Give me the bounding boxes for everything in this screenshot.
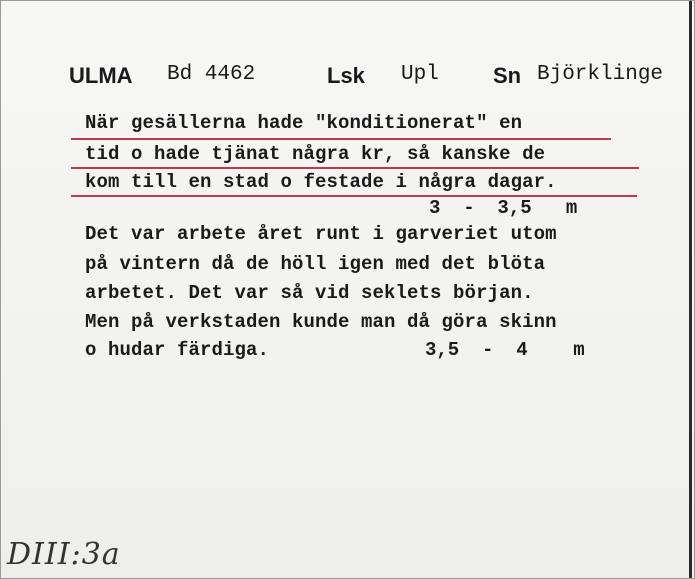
record-number: Bd 4462 [167,63,256,86]
passage1-line-3: kom till en stad o festade i några dagar. [85,171,557,193]
passage2-measure: 3,5 - 4 m [425,339,585,361]
passage1-line-1: När gesällerna hade "konditionerat" en [85,112,523,134]
landskap-value: Upl [401,63,439,86]
socken-value: Björklinge [537,63,664,86]
archive-mark: DIII:3a [7,537,121,572]
passage1-measure: 3 - 3,5 m [429,197,578,219]
passage2-line-4: Men på verkstaden kunde man då göra skinn [85,311,557,333]
passage2-line-3: arbetet. Det var så vid seklets början. [85,282,534,304]
region-code: ULMA [69,63,133,88]
underline-1 [71,138,611,140]
passage2-line-1: Det var arbete året runt i garveriet utom [85,223,557,245]
passage2-line-5: o hudar färdiga. [85,339,270,361]
landskap-label: Lsk [327,63,365,88]
socken-label: Sn [493,63,522,88]
passage2-line-2: på vintern då de höll igen med det blöta [85,253,546,275]
underline-2 [71,167,639,169]
passage1-line-2: tid o hade tjänat några kr, så kanske de [85,143,546,165]
